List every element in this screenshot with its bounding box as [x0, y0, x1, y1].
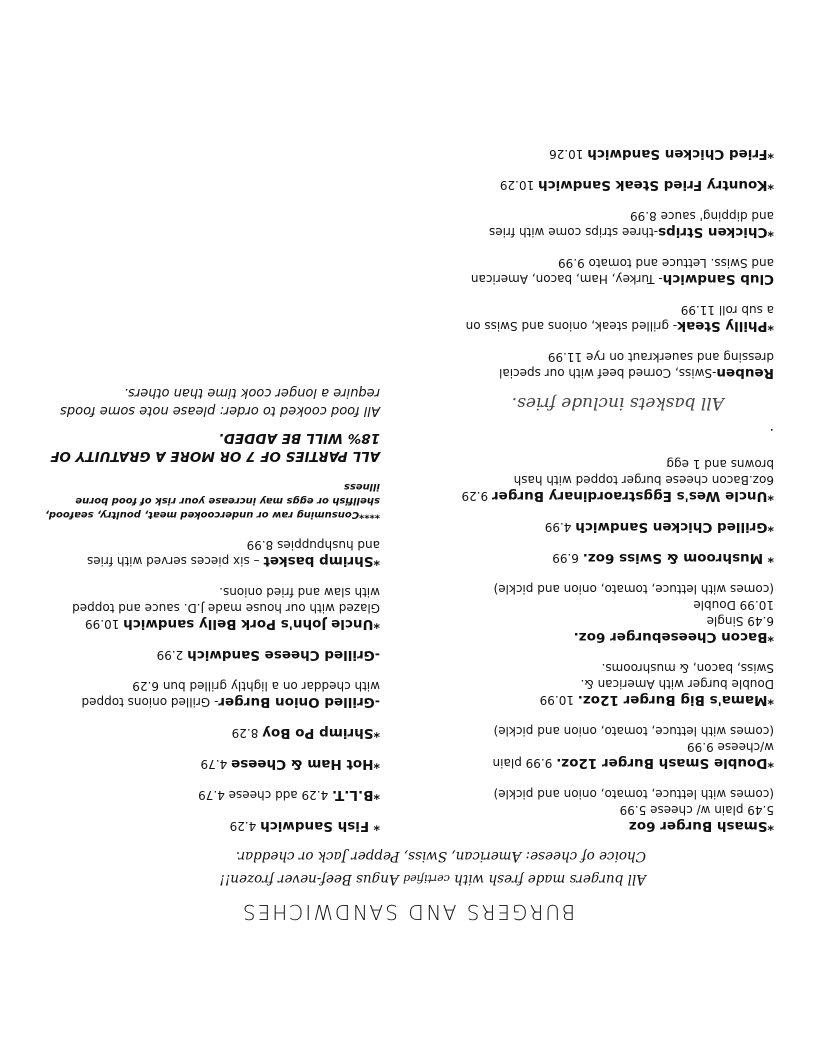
- menu-item-name: Mama's Big Burger 12oz.: [577, 692, 768, 708]
- menu-item-marker: *: [767, 147, 774, 162]
- menu-item: [414, 786, 774, 834]
- menu-item-name: Philly Steak: [677, 318, 768, 334]
- menu-item-detail: (comes with lettuce, tomato, onion and pickle): [493, 787, 774, 801]
- intro-line-2: Choice of cheese: American, Swiss, Pepper Jack or cheddar.: [235, 848, 646, 864]
- menu-item-detail: and dipping' sauce 8.99: [630, 209, 774, 223]
- menu-item-name: Grilled Onion Burger: [218, 694, 375, 710]
- menu-item: [40, 678, 380, 710]
- menu-item-marker: *: [767, 489, 774, 504]
- menu-item-name: Hot Ham & Cheese: [231, 756, 374, 772]
- menu-item-description: -Swiss, Corned beef with our special: [499, 366, 717, 380]
- menu-item-name: Fish Sandwich: [260, 818, 370, 834]
- menu-item-marker: *: [767, 520, 774, 535]
- menu-item-price: 2.99: [156, 648, 188, 662]
- menu-item-heading: [414, 755, 774, 771]
- menu-item-price: 6.99: [552, 551, 583, 565]
- menu-item-detail: Double burger with American &.: [580, 677, 774, 691]
- menu-item: [414, 302, 774, 334]
- menu-item-price: 9.29: [461, 489, 492, 503]
- menu-item-description: - grilled steak, onions and Swiss on: [465, 319, 678, 333]
- menu-item-heading: [40, 725, 380, 741]
- menu-item: [414, 456, 774, 504]
- intro-line-1-a: All burgers made fresh with: [454, 871, 646, 887]
- menu-item-description: - Turkey, Ham, bacon, American: [470, 272, 663, 286]
- intro-line-1: [106, 867, 646, 890]
- menu-item-heading: [414, 629, 774, 645]
- menu-item: [40, 725, 380, 741]
- menu-item-heading: [414, 488, 774, 504]
- menu-item-name: Kountry Fried Steak Sandwich: [538, 177, 768, 193]
- menu-item-heading: [40, 553, 380, 569]
- menu-item: [40, 584, 380, 632]
- menu-item-heading: [414, 692, 774, 708]
- menu-item-price: 10.99: [539, 693, 578, 707]
- menu-item-price: 9.99 plain: [492, 756, 557, 770]
- menu-item-detail: and hushpuppies 8.99: [246, 538, 380, 552]
- right-column: [40, 383, 380, 834]
- menu-item-name: B.L.T.: [332, 787, 374, 803]
- menu-item-heading: [414, 365, 774, 381]
- menu-item-marker: *: [767, 756, 774, 771]
- menu-item: [40, 787, 380, 803]
- menu-item-name: Smash Burger 6oz: [628, 818, 768, 834]
- menu-item-name: Grilled Cheese Sandwich: [187, 647, 375, 663]
- menu-item-marker: *: [763, 551, 774, 566]
- menu-item-name: Chicken Strips: [658, 224, 768, 240]
- menu-item-price: 4.79: [200, 757, 232, 771]
- menu-item-price: 10.99: [84, 617, 124, 631]
- menu-item-detail: browns and 1 egg: [666, 457, 774, 471]
- menu-item-heading: [40, 694, 380, 710]
- menu-item: [414, 177, 774, 193]
- menu-item-detail: dressing and sauerkraut on rye 11.99: [547, 350, 774, 364]
- menu-item-name: Double Smash Burger 12oz.: [556, 755, 768, 771]
- menu-item-marker: -: [374, 648, 380, 663]
- menu-item-heading: [40, 647, 380, 663]
- menu-item-marker: *: [767, 178, 774, 193]
- menu-item-marker: *: [767, 630, 774, 645]
- menu-item-detail: w/cheese 9.99: [687, 740, 774, 754]
- page-title: BURGERS AND SANDWICHES: [240, 900, 576, 924]
- menu-item-marker: *: [373, 757, 380, 772]
- menu-item-price: 10.26: [549, 147, 588, 161]
- menu-item: [414, 519, 774, 535]
- menu-item: [414, 581, 774, 645]
- menu-item-heading: [414, 818, 774, 834]
- gratuity-notice: ALL PARTIES OF 7 OR MORE A GRATUITY OF 18% WILL BE ADDED.: [50, 430, 380, 464]
- menu-item-heading: [414, 550, 774, 566]
- menu-item-name: Grilled Chicken Sandwich: [575, 519, 768, 535]
- menu-item: [414, 660, 774, 708]
- menu-item-detail: and Swiss. Lettuce and tomato 9.99: [557, 256, 774, 270]
- menu-item-price: 4.29 add cheese 4.79: [198, 788, 333, 802]
- menu-item-name: Bacon Cheeseburger 6oz.: [573, 629, 768, 645]
- menu-item: [414, 723, 774, 771]
- menu-item: [40, 647, 380, 663]
- menu-item-heading: [40, 756, 380, 772]
- menu-item-name: Fried Chicken Sandwich: [587, 146, 768, 162]
- menu-item-name: Shrimp basket: [263, 553, 374, 569]
- menu-item: [414, 349, 774, 381]
- menu-item-detail: 10.99 Double: [693, 598, 774, 612]
- stray-dot: .: [769, 425, 774, 441]
- menu-item-name: Shrimp Po Boy: [262, 725, 374, 741]
- certified-word: certified: [403, 872, 450, 885]
- menu-item-marker: *: [767, 819, 774, 834]
- menu-item-description: – six pieces served with fries: [86, 554, 264, 568]
- menu-item-detail: Glazed with our house made J.D. sauce and topped: [72, 601, 380, 615]
- menu-item-name: Mushroom & Swiss 6oz.: [582, 550, 764, 566]
- menu-item: [414, 146, 774, 162]
- baskets-note: All baskets include fries.: [511, 393, 724, 413]
- intro-line-1-b: Angus Beef-never frozen!!: [219, 871, 399, 887]
- menu-item: [414, 255, 774, 287]
- menu-item: [40, 818, 380, 834]
- menu-item-heading: [414, 224, 774, 240]
- menu-item-heading: [414, 318, 774, 334]
- menu-item-marker: *: [373, 617, 380, 632]
- food-safety-disclaimer: ****Consuming raw or undercooked meat, poultry, seafood, shellfish or eggs may increase your risk of food borne illness: [45, 481, 380, 520]
- menu-item-price: 4.99: [544, 520, 576, 534]
- menu-item-description: - Grilled onions topped: [81, 695, 219, 709]
- menu-item-detail: (comes with lettuce, tomato, onion and pickle): [493, 582, 774, 596]
- menu-item-marker: *: [373, 726, 380, 741]
- menu-item-heading: [414, 146, 774, 162]
- menu-item-heading: [40, 616, 380, 632]
- left-column: [414, 131, 774, 834]
- menu-item-marker: *: [767, 693, 774, 708]
- menu-item: [414, 208, 774, 240]
- menu-item-name: Uncle Wes's Eggstraordinary Burger: [491, 488, 768, 504]
- menu-item-name: Reuben: [716, 365, 774, 381]
- menu-item-name: Club Sandwich: [662, 271, 774, 287]
- menu-item-heading: [40, 818, 380, 834]
- menu-item-heading: [40, 787, 380, 803]
- menu-item-marker: -: [374, 695, 380, 710]
- menu-item-heading: [414, 271, 774, 287]
- menu-item: [40, 537, 380, 569]
- menu-item-marker: *: [373, 554, 380, 569]
- menu-item-price: 8.29: [231, 726, 263, 740]
- menu-item-description: -three strips come with fries: [489, 225, 659, 239]
- menu-item: [40, 756, 380, 772]
- menu-item-name: Uncle John's Pork Belly sandwich: [123, 616, 374, 632]
- menu-item-price: 4.29: [229, 819, 261, 833]
- menu-item-detail: a sub roll 11.99: [680, 303, 774, 317]
- menu-item-detail: 6oz.Bacon cheese burger topped with hash: [513, 473, 774, 487]
- menu-item-detail: with cheddar on a lightly grilled bun 6.29: [132, 679, 380, 693]
- menu-item-marker: *: [373, 788, 380, 803]
- menu-item-marker: *: [767, 319, 774, 334]
- menu-item-heading: [414, 177, 774, 193]
- menu-item-heading: [414, 519, 774, 535]
- menu-item-detail: Swiss, bacon, & mushrooms.: [601, 661, 774, 675]
- menu-item-detail: with slaw and fried onions.: [219, 585, 380, 599]
- menu-item-detail: 5.49 plain w/ cheese 5.99: [619, 803, 774, 817]
- menu-item-marker: *: [369, 819, 380, 834]
- cook-time-note: All food cooked to order: please note some foods require a longer cook time than others.: [60, 385, 380, 418]
- menu-item-detail: (comes with lettuce, tomato, onion and pickle): [493, 724, 774, 738]
- intro-text: [106, 845, 646, 890]
- menu-item-marker: *: [767, 225, 774, 240]
- menu-item-detail: 6.49 Single: [706, 614, 774, 628]
- menu-item: [414, 550, 774, 566]
- menu-item-price: 10.29: [499, 178, 539, 192]
